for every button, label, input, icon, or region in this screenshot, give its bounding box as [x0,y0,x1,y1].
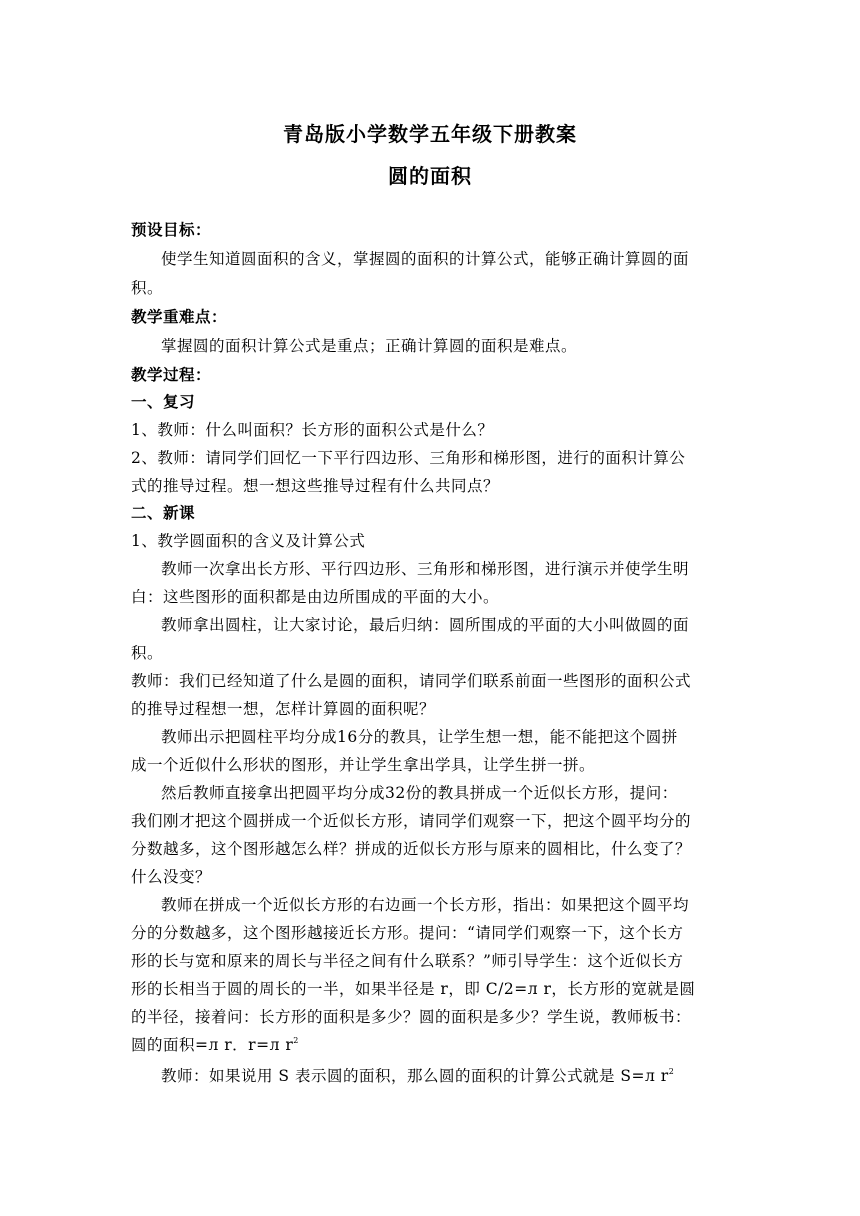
paragraph-4-line-1: 教师出示把圆柱平均分成16分的教具，让学生想一想，能不能把这个圆拼 [161,728,678,746]
review-item-2-line-1: 2、教师：请同学们回忆一下平行四边形、三角形和梯形图，进行的面积计算公 [131,449,686,467]
review-heading: 一、复习 [131,393,196,411]
paragraph-3-line-1: 教师：我们已经知道了什么是圆的面积，请同学们联系前面一些图形的面积公式 [131,672,692,690]
paragraph-7-line-1 [161,1066,761,1086]
new-lesson-heading: 二、新课 [131,504,196,522]
paragraph-6-line-2: 分的分数越多，这个图形越接近长方形。提问：“请同学们观察一下，这个长方 [131,924,684,942]
paragraph-5-line-3: 分数越多，这个图形越怎么样？拼成的近似长方形与原来的圆相比，什么变了？ [131,840,692,858]
paragraph-5-line-4: 什么没变？ [131,868,212,886]
paragraph-2-line-1: 教师拿出圆柱，让大家讨论，最后归纳：圆所围成的平面的大小叫做圆的面 [161,616,690,634]
paragraph-1-line-2: 白：这些图形的面积都是由边所围成的平面的大小。 [131,588,500,606]
paragraph-6-line-5: 的半径，接着问：长方形的面积是多少？圆的面积是多少？学生说，教师板书： [131,1008,692,1026]
paragraph-6-line-1: 教师在拼成一个近似长方形的右边画一个长方形，指出：如果把这个圆平均 [161,896,690,914]
paragraph-6-line-3: 形的长与宽和原来的周长与半径之间有什么联系？”师引导学生：这个近似长方 [131,952,684,970]
paragraph-2-line-2: 积。 [131,644,164,662]
paragraph-3-line-2: 的推导过程想一想，怎样计算圆的面积呢？ [131,700,436,718]
goals-text-line-2: 积。 [131,279,164,297]
document-title: 青岛版小学数学五年级下册教案 [283,122,577,146]
area-formula-text: 圆的面积=л r．r=л r [131,1036,294,1054]
review-item-1: 1、教师：什么叫面积？长方形的面积公式是什么？ [131,421,494,439]
paragraph-6-line-6 [131,1035,731,1055]
formula-statement-exponent: 2 [668,1067,675,1076]
paragraph-1-line-1: 教师一次拿出长方形、平行四边形、三角形和梯形图，进行演示并使学生明 [161,560,690,578]
paragraph-5-line-1: 然后教师直接拿出把圆平均分成32份的教具拼成一个近似长方形，提问： [161,784,678,802]
review-item-2-line-2: 式的推导过程。想一想这些推导过程有什么共同点？ [131,477,500,495]
key-points-text: 掌握圆的面积计算公式是重点；正确计算圆的面积是难点。 [161,337,578,355]
formula-statement-text: 教师：如果说用 S 表示圆的面积，那么圆的面积的计算公式就是 S=л r [161,1067,669,1085]
paragraph-5-line-2: 我们刚才把这个圆拼成一个近似长方形，请同学们观察一下，把这个圆平均分的 [131,812,692,830]
goals-heading: 预设目标： [131,221,212,239]
key-points-heading: 教学重难点： [131,308,228,326]
process-heading: 教学过程： [131,366,212,384]
paragraph-4-line-2: 成一个近似什么形状的图形，并让学生拿出学具，让学生拼一拼。 [131,756,596,774]
document-subtitle: 圆的面积 [388,164,472,188]
paragraph-6-line-4: 形的长相当于圆的周长的一半，如果半径是 r，即 C/2=л r，长方形的宽就是圆 [131,980,696,998]
area-formula-exponent: 2 [293,1036,299,1045]
goals-text-line-1: 使学生知道圆面积的含义，掌握圆的面积的计算公式，能够正确计算圆的面 [161,250,690,268]
new-lesson-item-1: 1、教学圆面积的含义及计算公式 [131,532,366,550]
